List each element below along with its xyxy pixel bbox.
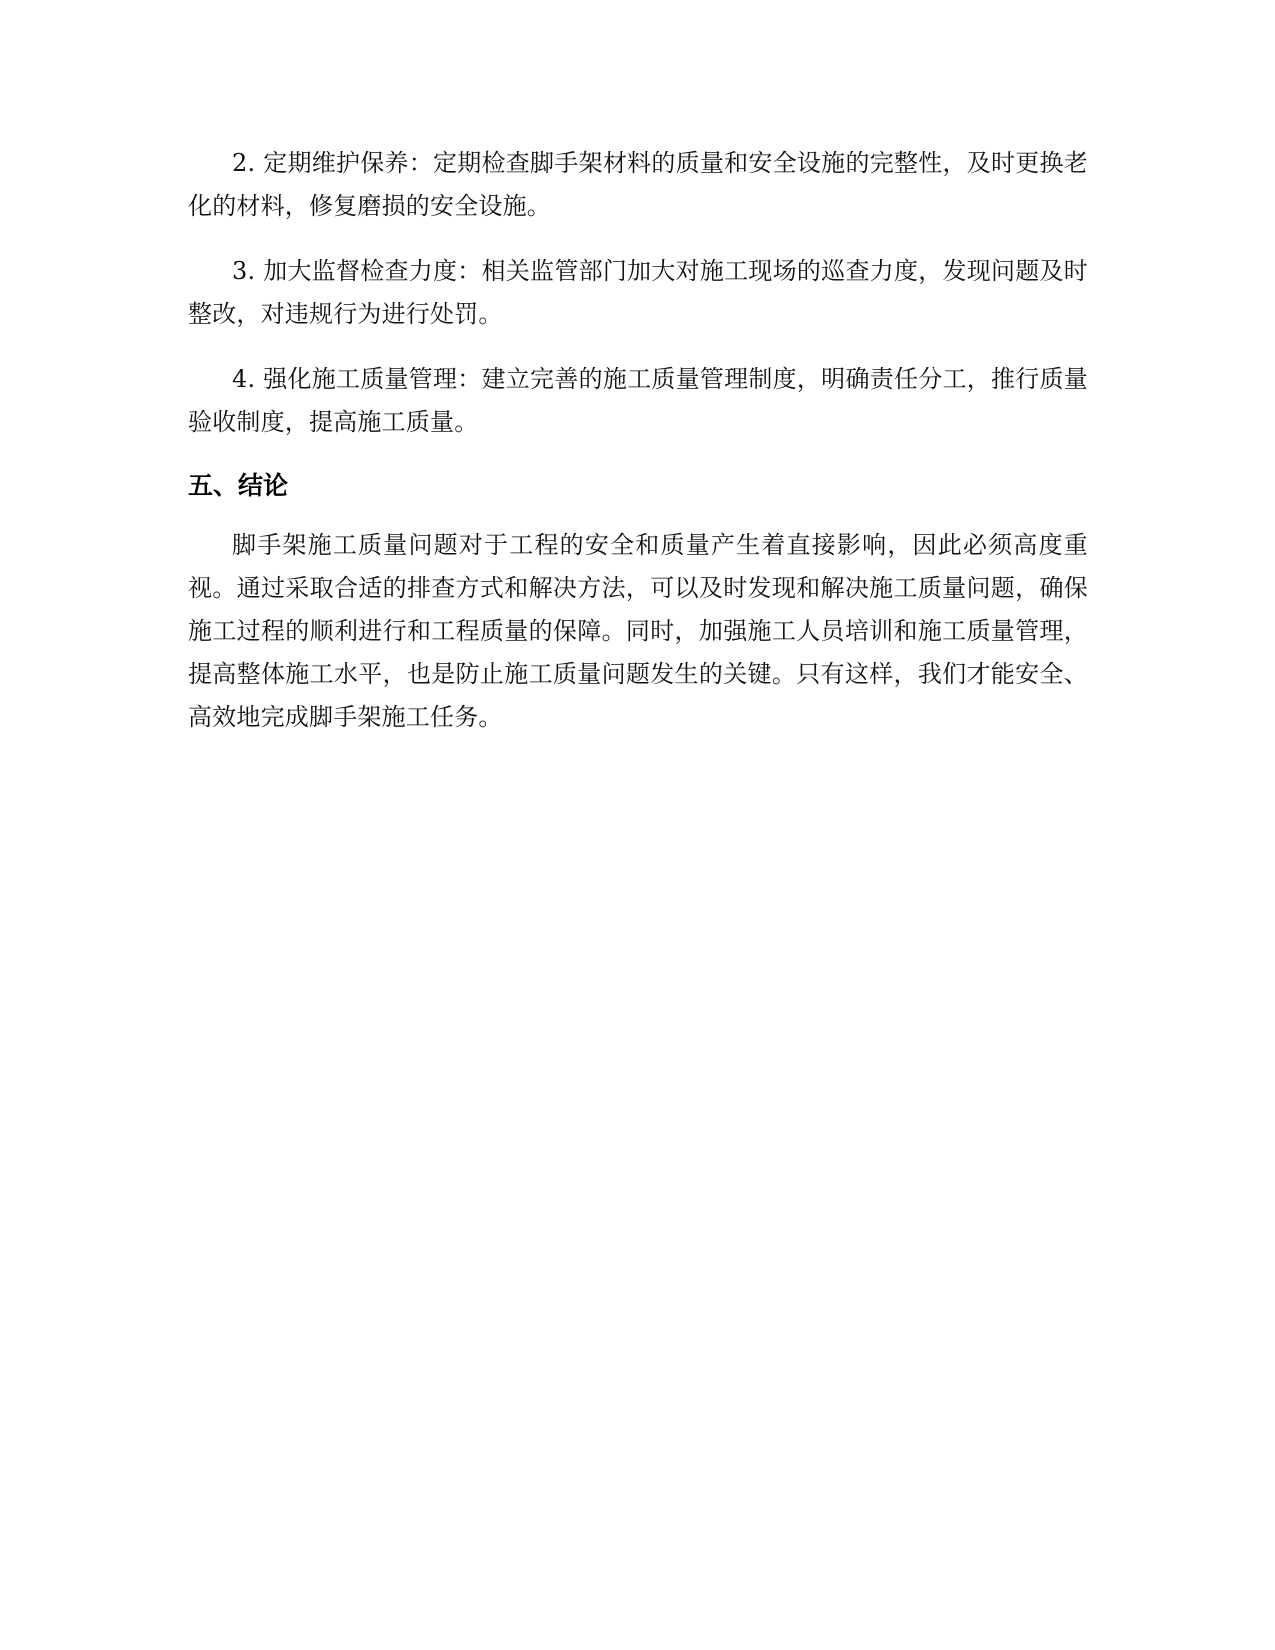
section-heading-conclusion: 五、结论: [188, 471, 289, 500]
paragraph-conclusion: 脚手架施工质量问题对于工程的安全和质量产生着直接影响，因此必须高度重视。通过采取合适的排查方式和解决方法，可以及时发现和解决施工质量问题，确保施工过程的顺利进行和工程质量的保障。同时，加强施工人员培训和施工质量管理，提高整体施工水平，也是防止施工质量问题发生的关键。只有这样，我们才能安全、高效地完成脚手架施工任务。: [188, 531, 1088, 731]
paragraph-quality-management: 4. 强化施工质量管理：建立完善的施工质量管理制度，明确责任分工，推行质量验收制度，提高施工质量。: [188, 365, 1088, 436]
paragraph-maintenance: 2. 定期维护保养：定期检查脚手架材料的质量和安全设施的完整性，及时更换老化的材料，修复磨损的安全设施。: [188, 149, 1088, 220]
paragraph-supervision: 3. 加大监督检查力度：相关监管部门加大对施工现场的巡查力度，发现问题及时整改，对违规行为进行处罚。: [188, 257, 1088, 328]
document-body: [188, 142, 1088, 761]
